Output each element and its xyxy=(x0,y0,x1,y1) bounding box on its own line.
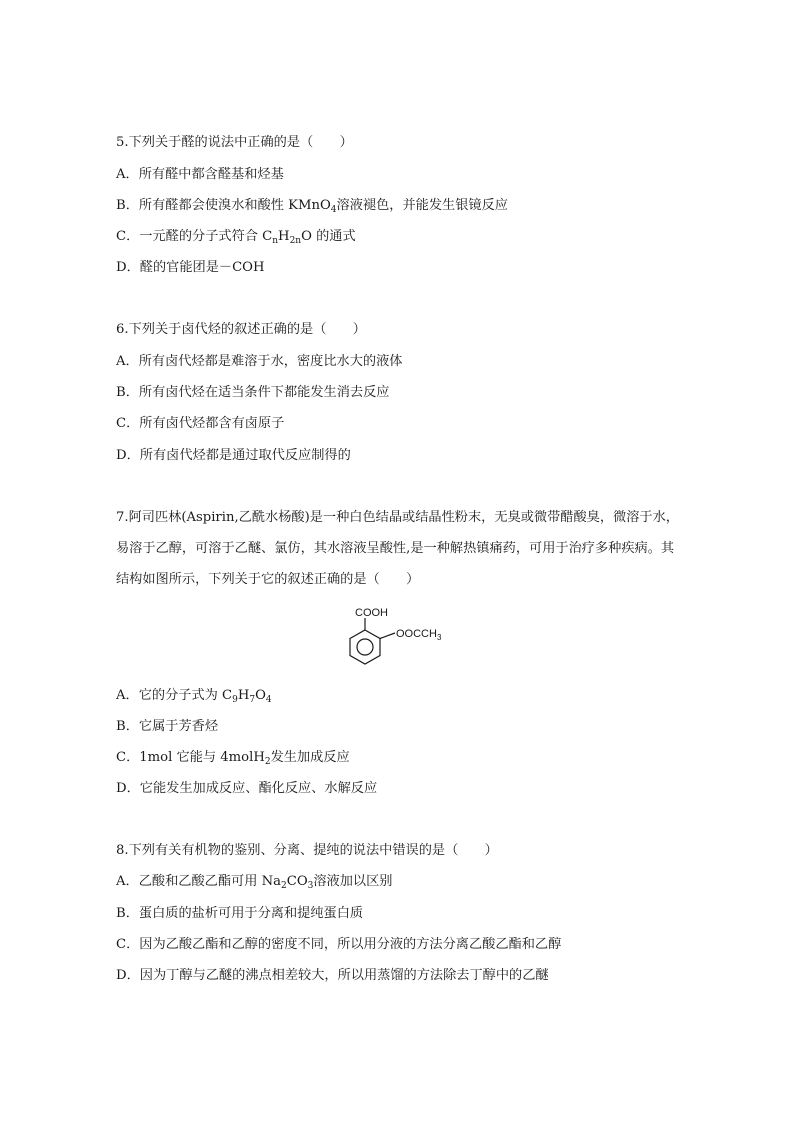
q5-option-c: C．一元醛的分子式符合 $C_nH_{2n}O$ 的通式 xyxy=(116,229,356,246)
q6-option-d: D．所有卤代烃都是通过取代反应制得的 xyxy=(116,448,351,463)
q8-option-c: C．因为乙酸乙酯和乙醇的密度不同，所以用分液的方法分离乙酸乙酯和乙醇 xyxy=(116,937,562,952)
q6-option-a: A．所有卤代烃都是难溶于水，密度比水大的液体 xyxy=(116,354,403,369)
oocch3-label: $OOCCH_3$ xyxy=(396,628,442,642)
q7-option-b: B．它属于芳香烃 xyxy=(116,719,219,734)
q5-stem: 5.下列关于醛的说法中正确的是（ ） xyxy=(116,135,353,150)
q8-option-b: B．蛋白质的盐析可用于分离和提纯蛋白质 xyxy=(116,906,364,921)
q7-option-d: D．它能发生加成反应、酯化反应、水解反应 xyxy=(116,781,378,796)
q7-option-c: C．1mol 它能与 4molH$_2$发生加成反应 xyxy=(116,750,350,767)
q7-option-a: A．它的分子式为 $C_9H_7O_4$ xyxy=(116,688,272,705)
benzene-inner-circle xyxy=(357,639,373,655)
ester-bond xyxy=(380,633,395,639)
aspirin-structure-diagram xyxy=(340,600,460,670)
cooh-label: COOH xyxy=(355,607,388,619)
q6-option-c: C．所有卤代烃都含有卤原子 xyxy=(116,416,285,431)
q5-option-b: B．所有醛都会使溴水和酸性 KMnO$_4$溶液褪色，并能发生银镜反应 xyxy=(116,198,508,215)
q6-stem: 6.下列关于卤代烃的叙述正确的是（ ） xyxy=(116,322,366,337)
q8-option-d: D．因为丁醇与乙醚的沸点相差较大，所以用蒸馏的方法除去丁醇中的乙醚 xyxy=(116,968,549,983)
q8-stem: 8.下列有关有机物的鉴别、分离、提纯的说法中错误的是（ ） xyxy=(116,843,498,858)
q8-option-a: A．乙酸和乙酸乙酯可用 $Na_2CO_3$溶液加以区别 xyxy=(116,874,393,891)
q5-option-d: D．醛的官能团是－COH xyxy=(116,260,265,275)
benzene-ring xyxy=(350,630,380,664)
q6-option-b: B．所有卤代烃在适当条件下都能发生消去反应 xyxy=(116,385,390,400)
q7-stem: 7.阿司匹林(Aspirin,乙酰水杨酸)是一种白色结晶或结晶性粉末，无臭或微带醋酸臭，微溶于水，易溶于乙醇，可溶于乙醚、氯仿，其水溶液呈酸性,是一种解热镇痛药，可用于治疗多种疾病。其结构如图所示，下列关于它的叙述正确的是（ ） xyxy=(116,510,679,587)
q5-option-a: A．所有醛中都含醛基和烃基 xyxy=(116,167,284,182)
